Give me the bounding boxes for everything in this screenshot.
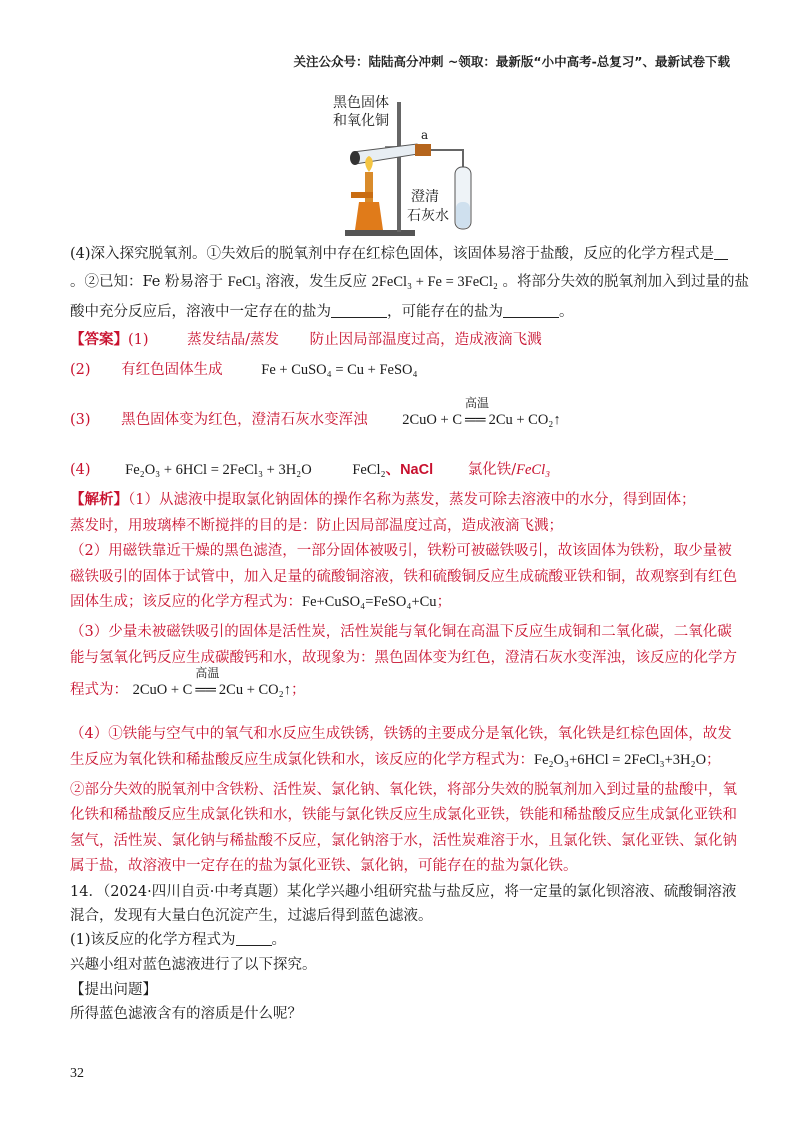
analysis-p1b: 蒸发时，用玻璃棒不断搅拌的目的是：防止因局部温度过高，造成液滴飞溅；: [70, 518, 563, 534]
answer-4-possible-salt: 氯化铁/: [467, 462, 517, 478]
analysis-p5a: ②部分失效的脱氧剂中含铁粉、活性炭、氯化钠、氧化铁，将部分失效的脱氧剂加入到过量的盐酸中，氧: [70, 782, 737, 798]
analysis-line-p4b: [70, 750, 721, 770]
analysis-p2-equation: Fe+CuSO₄=FeSO₄+Cu: [302, 594, 437, 610]
analysis-p3-end: ；: [290, 682, 306, 698]
analysis-p4-equation: Fe₂O₃+6HCl = 2FeCl₃+3H₂O: [534, 752, 707, 768]
analysis-tag: 【解析】: [70, 491, 128, 508]
q14-line-4: 兴趣小组对蓝色滤液进行了以下探究。: [70, 957, 317, 973]
q4-blank-2: [331, 303, 387, 318]
q4-reaction-equation: 2FeCl₃ + Fe = 3FeCl₂: [371, 274, 498, 290]
figure-label-a: a: [421, 128, 429, 142]
q14-line-5: 【提出问题】: [70, 982, 157, 998]
answer-2-part-1: 有红色固体生成: [121, 362, 223, 378]
analysis-p1a: （1）从滤液中提取氯化钠固体的操作名称为蒸发，蒸发可除去溶液中的水分，得到固体；: [128, 492, 696, 508]
apparatus-figure: [325, 92, 485, 242]
analysis-p3c: 程式为：: [70, 682, 128, 698]
answer-1-part-1: 蒸发结晶/蒸发: [187, 332, 280, 348]
answer-line-2: [70, 360, 418, 380]
q4-line-1: [70, 244, 728, 264]
q4-text-2c: 溶液，发生反应: [265, 274, 367, 290]
answer-3-part-1: 黑色固体变为红色，澄清石灰水变浑浊: [121, 412, 368, 428]
answer-4-salt-1: FeCl₂: [352, 462, 386, 478]
analysis-p2a: （2）用磁铁靠近干燥的黑色滤渣，一部分固体被吸引，铁粉可被磁铁吸引，故该固体为铁粉，取少量被: [70, 543, 732, 559]
q4-text-3c: 。: [559, 304, 574, 320]
q4-text-3b: ，可能存在的盐为: [387, 304, 503, 320]
q4-formula-fecl3: FeCl₃: [227, 274, 261, 290]
figure-label-lime-2: 石灰水: [407, 208, 449, 224]
answer-4-salt-2: 、NaCl: [385, 462, 434, 478]
page-header: 关注公众号：陆陆高分冲刺 ~领取：最新版“小中高考-总复习”、最新试卷下载: [293, 54, 730, 69]
q4-text-1: (4)深入探究脱氧剂。①失效后的脱氧剂中存在红棕色固体，该固体易溶于盐酸，反应的化学方程式是: [70, 246, 715, 262]
analysis-p2c: 固体生成；该反应的化学方程式为：: [70, 594, 302, 610]
q14-text-3a: (1)该反应的化学方程式为: [70, 932, 236, 948]
answer-3-equation-right: 2Cu + CO₂↑: [488, 412, 561, 428]
answer-line-4: [70, 460, 550, 480]
answer-3-equation-left: 2CuO + C: [402, 412, 463, 428]
analysis-p4a: （4）①铁能与空气中的氧气和水反应生成铁锈，铁锈的主要成分是氧化铁，氧化铁是红棕色固体，故发: [70, 726, 732, 742]
analysis-p2-end: ；: [436, 594, 452, 610]
answer-2-equation: Fe + CuSO₄ = Cu + FeSO₄: [261, 362, 418, 378]
analysis-p2b: 磁铁吸引的固体于试管中，加入足量的硫酸铜溶液，铁和硫酸铜反应生成硫酸亚铁和铜，故观察到有红色: [70, 569, 737, 585]
analysis-line-p3c: [70, 666, 306, 700]
q4-blank-3: [503, 303, 559, 318]
q14-line-3: [70, 930, 286, 950]
q4-blank-1: [714, 245, 728, 260]
analysis-p3-condition-arrow: 高温 ══: [195, 680, 216, 700]
analysis-p3-equation-left: 2CuO + C: [132, 682, 193, 698]
figure-label-lime-1: 澄清: [411, 189, 439, 205]
answer-line-1: [70, 330, 542, 350]
analysis-p5d: 属于盐，故溶液中一定存在的盐为氯化亚铁、氯化钠，可能存在的盐为氯化铁。: [70, 858, 578, 874]
q4-text-2a: 。②已知：Fe 粉易溶于: [70, 274, 223, 290]
analysis-p4-end: ；: [706, 752, 721, 768]
answer-3-condition-arrow: 高温 ══: [465, 410, 486, 430]
analysis-p3b: 能与氢氧化钙反应生成碳酸钙和水，故现象为：黑色固体变为红色，澄清石灰水变浑浊，该反应的化学方: [70, 650, 737, 666]
answer-tag: 【答案】: [70, 331, 128, 348]
q14-line-2: 混合，发现有大量白色沉淀产生，过滤后得到蓝色滤液。: [70, 908, 433, 924]
answer-3-condition: 高温: [465, 396, 490, 410]
answer-1-num: (1): [128, 332, 149, 348]
figure-label-solid-1: 黑色固体: [333, 95, 389, 111]
answer-4-num: (4): [70, 462, 91, 478]
q4-text-3a: 酸中充分反应后，溶液中一定存在的盐为: [70, 304, 331, 320]
answer-3-num: (3): [70, 412, 91, 428]
analysis-p4b: 生反应为氧化铁和稀盐酸反应生成氯化铁和水，该反应的化学方程式为：: [70, 752, 534, 768]
analysis-p5b: 化铁和稀盐酸反应生成氯化铁和水，铁能与氯化铁反应生成氯化亚铁，铁能和稀盐酸反应生成氯化亚铁和: [70, 807, 737, 823]
q14-blank-1: [236, 931, 272, 946]
analysis-p3-equation-right: 2Cu + CO₂↑: [218, 682, 291, 698]
q14-line-6: 所得蓝色滤液含有的溶质是什么呢？: [70, 1006, 302, 1022]
q4-line-2: [70, 272, 749, 292]
answer-4-possible-formula: FeCl₃: [516, 462, 551, 478]
analysis-p5c: 氢气，活性炭、氯化钠与稀盐酸不反应，氯化钠溶于水，活性炭难溶于水，且氯化铁、氯化亚铁、氯化钠: [70, 833, 737, 849]
analysis-p3a: （3）少量未被磁铁吸引的固体是活性炭，活性炭能与氧化铜在高温下反应生成铜和二氧化碳，二氧化碳: [70, 624, 732, 640]
answer-2-num: (2): [70, 362, 91, 378]
analysis-line-p2c: [70, 592, 451, 612]
q4-line-3: [70, 302, 574, 322]
q14-text-3b: 。: [271, 932, 287, 948]
answer-1-part-2: 防止因局部温度过高，造成液滴飞溅: [309, 332, 542, 348]
analysis-p3-condition: 高温: [195, 666, 220, 680]
answer-4-equation: Fe₂O₃ + 6HCl = 2FeCl₃ + 3H₂O: [125, 462, 312, 478]
answer-line-3: [70, 396, 561, 430]
q4-text-2e: 。将部分失效的脱氧剂加入到过量的盐: [502, 274, 750, 290]
q14-line-1: 14．（2024·四川自贡·中考真题）某化学兴趣小组研究盐与盐反应，将一定量的氯化钡溶液、硫酸铜溶液: [70, 884, 737, 900]
page-number: 32: [70, 1066, 84, 1081]
figure-label-solid-2: 和氧化铜: [333, 113, 389, 129]
analysis-line-1: [70, 490, 695, 510]
